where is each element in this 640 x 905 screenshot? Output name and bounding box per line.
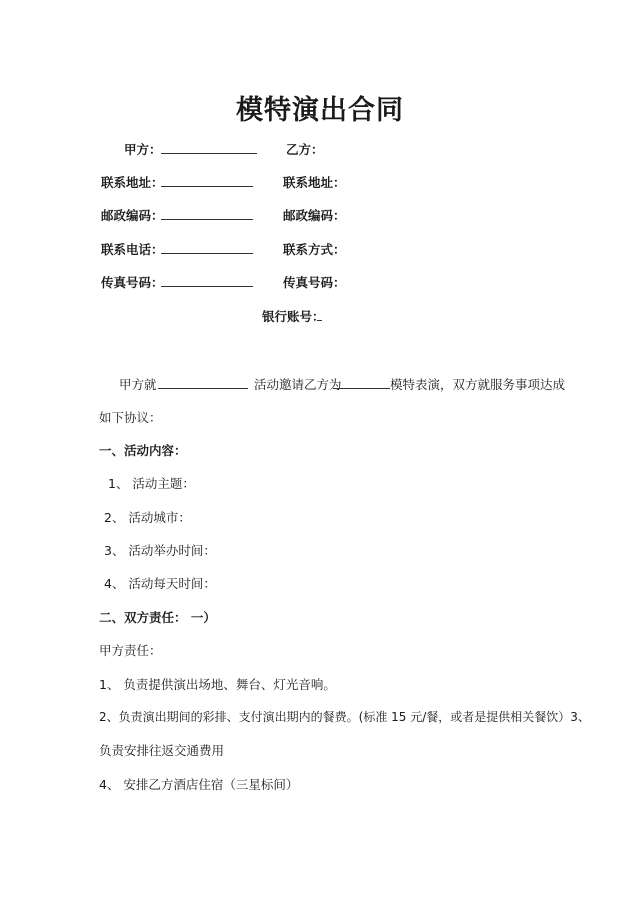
- bank-account-blank: [317, 320, 322, 321]
- postal-a-blank: [161, 219, 253, 220]
- section2-item-1: 1、 负责提供演出场地、舞台、灯光音响。: [99, 677, 336, 692]
- section1-item-4: 4、 活动每天时间：: [104, 576, 216, 591]
- postal-b-label: 邮政编码：: [283, 208, 346, 223]
- section1-item-3: 3、 活动举办时间：: [104, 543, 216, 558]
- party-b-label: 乙方：: [286, 142, 324, 157]
- intro-part3: 模特表演，双方就服务事项达成: [390, 377, 566, 392]
- address-a-blank: [161, 186, 253, 187]
- section2-heading: 二、双方责任： 一）: [99, 610, 216, 625]
- intro-line2: 如下协议：: [99, 410, 162, 425]
- address-b-label: 联系地址：: [283, 175, 346, 190]
- fax-a-label: 传真号码：: [101, 275, 164, 290]
- phone-a-blank: [161, 253, 253, 254]
- postal-a-label: 邮政编码：: [101, 208, 164, 223]
- party-a-label: 甲方：: [124, 142, 162, 157]
- contact-b-label: 联系方式：: [283, 242, 346, 257]
- intro-model-blank: [333, 388, 390, 389]
- section2-item-2: 2、负责演出期间的彩排、支付演出期内的餐费。(标准 15 元/餐，或者是提供相关餐饮）3、: [99, 710, 590, 724]
- section2-item-4: 4、 安排乙方酒店住宿（三星标间）: [99, 777, 299, 792]
- section1-heading: 一、活动内容：: [99, 443, 187, 458]
- section1-item-1: 1、 活动主题：: [108, 476, 195, 491]
- intro-activity-blank: [158, 388, 248, 389]
- document-title: 模特演出合同: [236, 95, 404, 126]
- phone-a-label: 联系电话：: [101, 242, 164, 257]
- section2-item-3: 负责安排往返交通费用: [99, 743, 225, 758]
- bank-account-label: 银行账号：: [262, 309, 325, 324]
- fax-a-blank: [161, 286, 253, 287]
- intro-part1: 甲方就: [119, 377, 157, 392]
- section2-subheading: 甲方责任：: [99, 643, 162, 658]
- intro-part2: 活动邀请乙方为: [254, 377, 342, 392]
- party-a-blank: [161, 153, 257, 154]
- section1-item-2: 2、 活动城市：: [104, 510, 191, 525]
- address-a-label: 联系地址：: [101, 175, 164, 190]
- fax-b-label: 传真号码：: [283, 275, 346, 290]
